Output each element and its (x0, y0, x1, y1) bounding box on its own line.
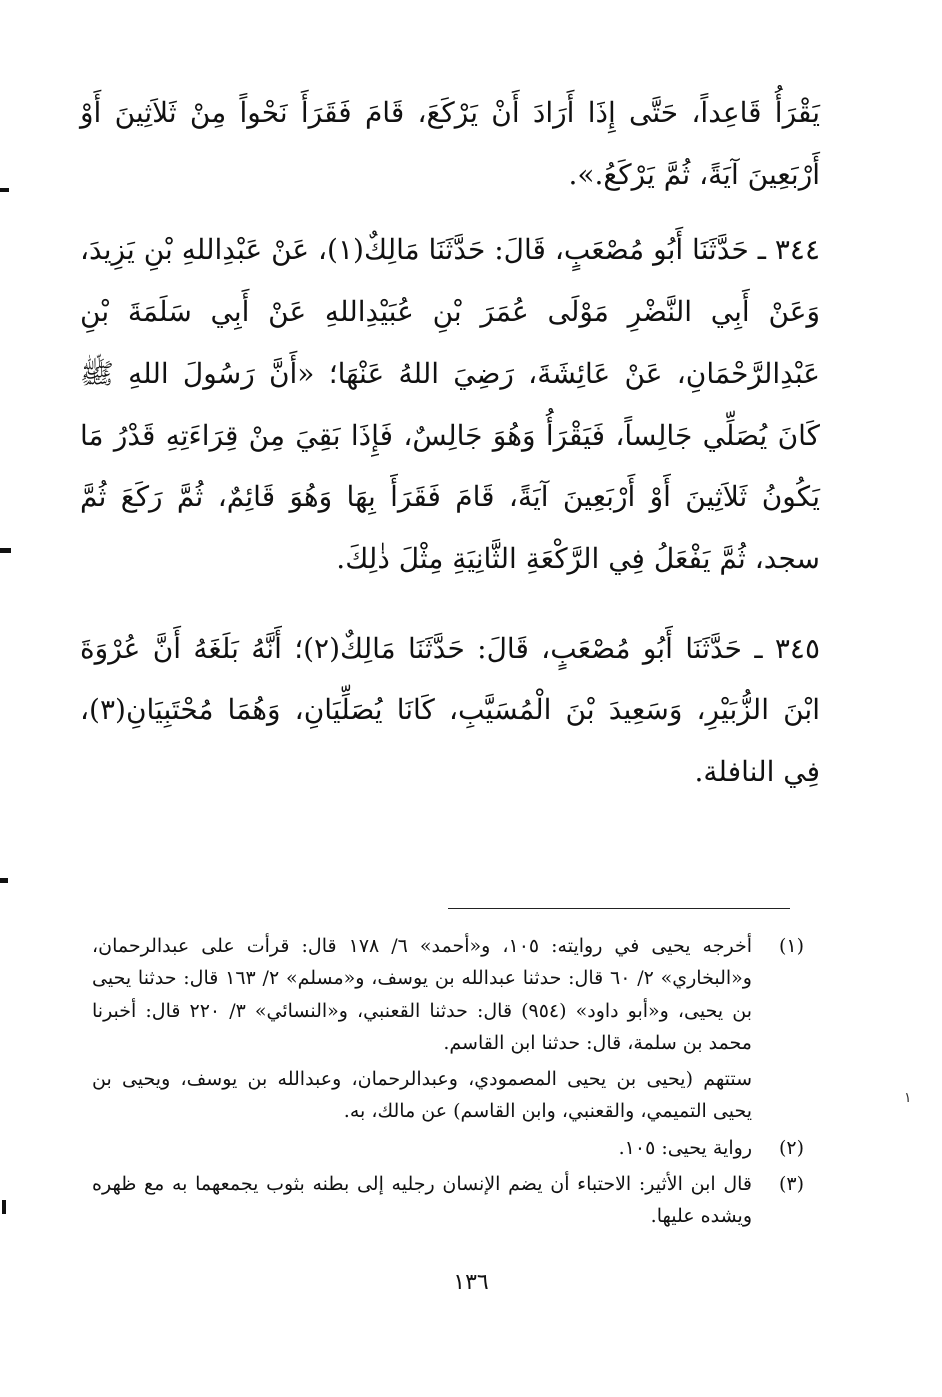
footnote-1 (92, 930, 804, 1128)
footnote-separator (448, 908, 790, 909)
page-number: ١٣٦ (453, 1270, 489, 1295)
margin-mark (0, 188, 9, 192)
footnote-text (92, 930, 752, 1128)
footnote-paragraph: ستتهم (يحيى بن يحيى المصمودي، وعبدالرحمان، وعبدالله بن يوسف، ويحيى بن يحيى التميمي، والقعنبي، وابن القاسم) عن مالك، به. (92, 1068, 752, 1123)
footnote-paragraph: قال ابن الأثير: الاحتباء أن يضم الإنسان رجليه إلى بطنه بثوب يجمعهما به مع ظهره ويشده عليها. (92, 1173, 752, 1228)
margin-annotation: ١ (904, 1090, 912, 1106)
margin-mark (0, 878, 8, 883)
margin-mark (0, 548, 11, 553)
hadith-344: ٣٤٤ ـ حَدَّثَنَا أَبُو مُصْعَبٍ، قَالَ: حَدَّثَنَا مَالِكٌ(١)، عَنْ عَبْدِاللهِ بْنِ يَزِيدَ، وَعَنْ أَبِي النَّضْرِ مَوْلَى عُمَرَ بْنِ عُبَيْدِاللهِ عَنْ أَبِي سَلَمَةَ بْنِ عَبْدِالرَّحْمَانِ، عَنْ عَائِشَةَ، رَضِيَ اللهُ عَنْهَا؛ «أَنَّ رَسُولَ اللهِ ﷺ كَانَ يُصَلِّي جَالِساً، فَيَقْرَأُ وَهُوَ جَالِسٌ، فَإِذَا بَقِيَ مِنْ قِرَاءَتِهِ قَدْرُ مَا يَكُونُ ثَلاَثِينَ أَوْ أَرْبَعِينَ آيَةً، قَامَ فَقَرَأَ بِهَا وَهُوَ قَائِمٌ، ثُمَّ رَكَعَ ثُمَّ سجد، ثُمَّ يَفْعَلُ فِي الرَّكْعَةِ الثَّانِيَةِ مِثْلَ ذٰلِكَ. (80, 233, 821, 575)
hadith-345: ٣٤٥ ـ حَدَّثَنَا أَبُو مُصْعَبٍ، قَالَ: حَدَّثَنَا مَالِكٌ(٢)؛ أَنَّهُ بَلَغَهُ أَنَّ عُرْوَةَ ابْنَ الزُّبَيْرِ، وَسَعِيدَ بْنَ الْمُسَيَّبِ، كَانَا يُصَلِّيَانِ، وَهُمَا مُحْتَبِيَانِ(٣)، فِي النافلة. (80, 631, 820, 789)
footnote-text (92, 1168, 752, 1233)
footnote-paragraph: رواية يحيى: ١٠٥. (618, 1136, 752, 1159)
footnote-2 (92, 1132, 804, 1164)
main-text (80, 82, 820, 803)
footnote-number: (٢) (778, 1136, 804, 1159)
footnote-number: (١) (778, 935, 804, 957)
footnote-number: (٣) (778, 1173, 804, 1196)
footnotes (92, 930, 804, 1237)
footnote-3 (92, 1168, 804, 1233)
margin-mark (2, 1200, 6, 1214)
footnote-text (92, 1132, 752, 1164)
footnote-paragraph: أخرجه يحيى في روايته: ١٠٥، و«أحمد» ٦/ ١٧٨ قال: قرأت على عبدالرحمان، و«البخاري» ٢/ ٦٠ قال: حدثنا عبدالله بن يوسف، و«مسلم» ٢/ ١٦٣ قال: حدثنا يحيى بن يحيى، و«أبو داود» (٩٥٤) قال: حدثنا القعنبي، و«النسائي» ٣/ ٢٢٠ قال: أخبرنا محمد بن سلمة، قال: حدثنا ابن القاسم. (92, 935, 752, 1054)
paragraph-continuation: يَقْرَأُ قَاعِداً، حَتَّى إِذَا أَرَادَ أَنْ يَرْكَعَ، قَامَ فَقَرَأَ نَحْواً مِنْ ثَلاَثِينَ أَوْ أَرْبَعِينَ آيَةً، ثُمَّ يَرْكَعُ.». (80, 96, 820, 191)
